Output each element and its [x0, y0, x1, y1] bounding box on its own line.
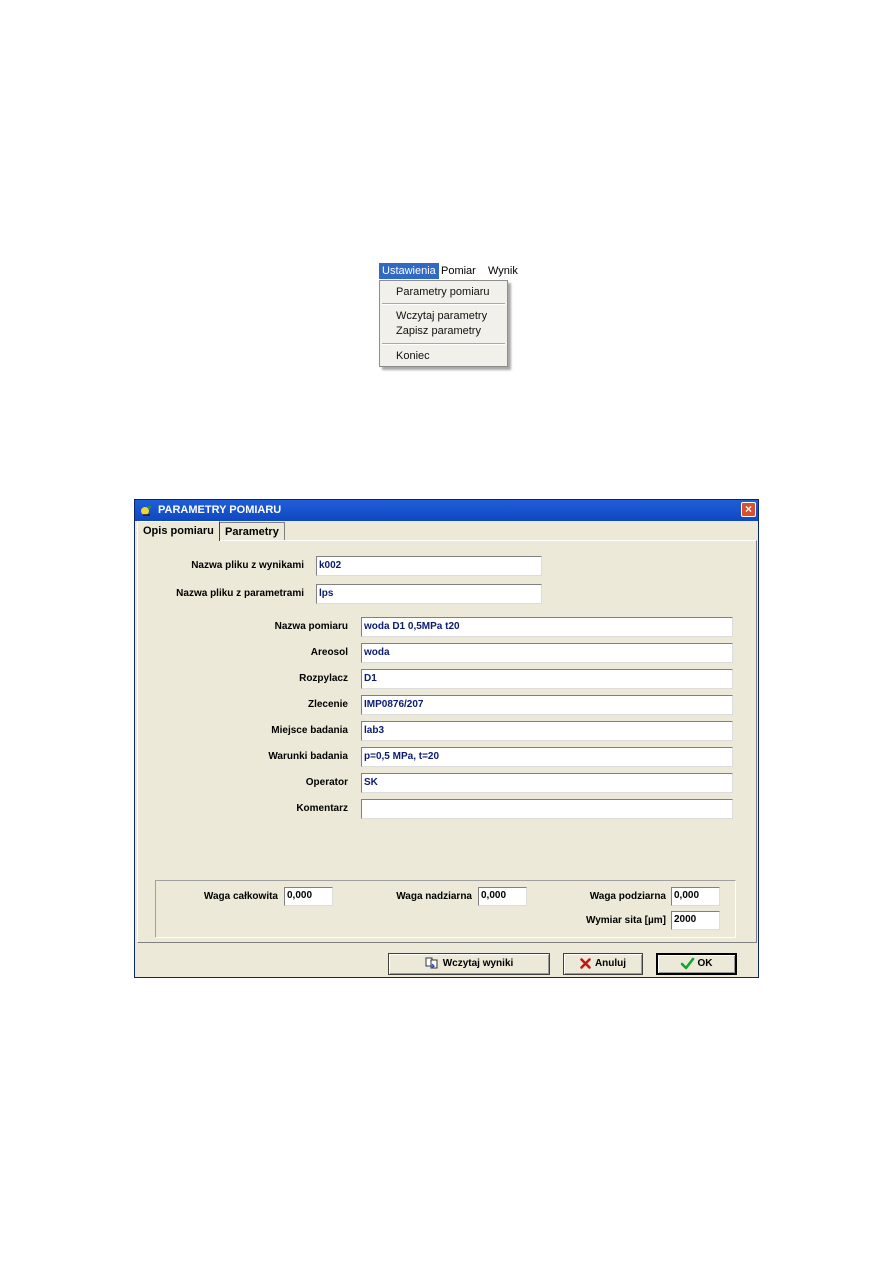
results-file-label: Nazwa pliku z wynikami	[191, 560, 304, 571]
menu-wyniki[interactable]: Wynik	[488, 265, 518, 277]
load-results-label: Wczytaj wyniki	[442, 958, 514, 969]
load-results-button[interactable]	[388, 953, 550, 975]
menu-item-measurement-params[interactable]: Parametry pomiaru	[396, 286, 490, 298]
comment-input[interactable]	[361, 799, 733, 819]
under-weight-input[interactable]: 0,000	[671, 887, 720, 906]
order-input[interactable]: IMP0876/207	[361, 695, 733, 715]
cancel-label: Anuluj	[594, 958, 627, 969]
menu-separator	[382, 303, 505, 305]
settings-menu-screenshot	[377, 262, 518, 373]
comment-label: Komentarz	[296, 803, 348, 814]
menu-separator	[382, 343, 505, 345]
app-icon	[140, 504, 154, 517]
aerosol-input[interactable]: woda	[361, 643, 733, 663]
menu-item-load-params[interactable]: Wczytaj parametry	[396, 310, 488, 322]
conditions-input[interactable]: p=0,5 MPa, t=20	[361, 747, 733, 767]
tab-parametry[interactable]: Parametry	[219, 522, 285, 540]
over-weight-input[interactable]: 0,000	[478, 887, 527, 906]
place-input[interactable]: lab3	[361, 721, 733, 741]
menu-pomiar[interactable]: Pomiar	[441, 265, 476, 277]
tab-opis-pomiaru[interactable]: Opis pomiaru	[137, 521, 220, 541]
close-button[interactable]	[741, 502, 756, 517]
close-icon: ×	[744, 502, 752, 516]
total-weight-input[interactable]: 0,000	[284, 887, 333, 906]
order-label: Zlecenie	[307, 699, 348, 710]
operator-label: Operator	[305, 777, 348, 788]
measurement-name-label: Nazwa pomiaru	[274, 621, 348, 632]
cancel-x-icon	[580, 958, 591, 969]
load-results-icon	[425, 957, 439, 969]
place-label: Miejsce badania	[271, 725, 348, 736]
settings-dropdown	[379, 280, 508, 367]
ok-button[interactable]	[656, 953, 737, 975]
sprayer-input[interactable]: D1	[361, 669, 733, 689]
checkmark-icon	[681, 958, 694, 969]
total-weight-label: Waga całkowita	[203, 891, 278, 902]
sieve-size-input[interactable]: 2000	[671, 911, 720, 930]
params-file-label: Nazwa pliku z parametrami	[176, 588, 304, 599]
titlebar	[135, 500, 758, 521]
menu-ustawienia[interactable]: Ustawienia	[379, 263, 439, 279]
dialog-title: PARAMETRY POMIARU	[158, 504, 282, 516]
sprayer-label: Rozpylacz	[299, 673, 348, 684]
measurement-name-input[interactable]: woda D1 0,5MPa t20	[361, 617, 733, 637]
sieve-size-label: Wymiar sita [µm]	[585, 915, 666, 926]
ok-label: OK	[697, 958, 713, 969]
cancel-button[interactable]	[563, 953, 643, 975]
menu-item-exit[interactable]: Koniec	[396, 350, 430, 362]
menu-item-save-params[interactable]: Zapisz parametry	[396, 325, 481, 337]
results-file-input[interactable]: k002	[316, 556, 542, 576]
params-file-input[interactable]: lps	[316, 584, 542, 604]
weights-group	[155, 880, 736, 938]
aerosol-label: Areosol	[310, 647, 348, 658]
over-weight-label: Waga nadziarna	[396, 891, 472, 902]
operator-input[interactable]: SK	[361, 773, 733, 793]
under-weight-label: Waga podziarna	[589, 891, 666, 902]
menubar	[377, 262, 518, 280]
conditions-label: Warunki badania	[268, 751, 348, 762]
